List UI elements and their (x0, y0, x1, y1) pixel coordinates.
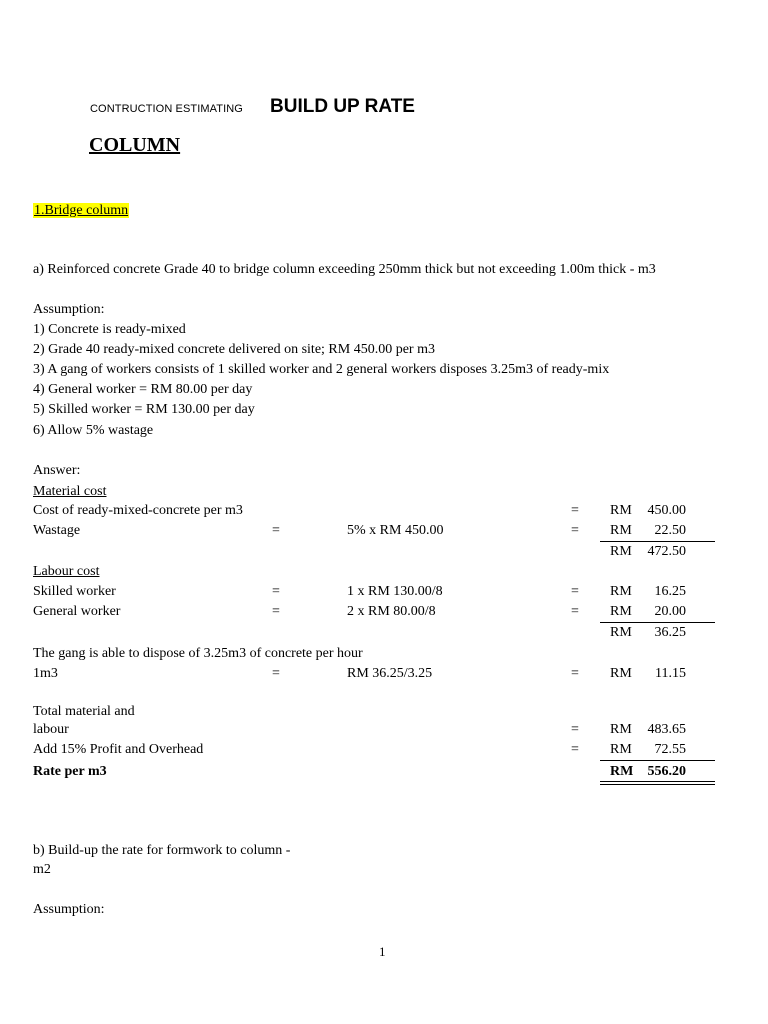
per-m3-calc: RM 36.25/3.25 (347, 666, 433, 681)
currency-label: RM (610, 523, 632, 538)
currency-label: RM (610, 742, 632, 757)
profit-overhead-label: Add 15% Profit and Overhead (33, 742, 204, 757)
currency-label: RM (610, 666, 632, 681)
total-label-line2: labour (33, 722, 69, 737)
document-title: BUILD UP RATE (270, 96, 415, 117)
wastage-amount (610, 521, 686, 541)
part-b-description-line1: b) Build-up the rate for formwork to column - (33, 843, 291, 858)
equals-sign: = (571, 742, 579, 757)
amount-value: 20.00 (654, 604, 686, 619)
currency-label: RM (610, 625, 632, 640)
equals-sign: = (571, 584, 579, 599)
amount-value: 483.65 (647, 722, 686, 737)
currency-label: RM (610, 722, 632, 737)
double-rule-bottom (600, 784, 715, 785)
wastage-label: Wastage (33, 523, 81, 538)
amount-value: 450.00 (647, 503, 686, 518)
amount-value: 556.20 (647, 764, 686, 779)
wastage-calc: 5% x RM 450.00 (347, 523, 444, 538)
labour-total-amount (610, 623, 686, 643)
course-label: CONTRUCTION ESTIMATING (90, 103, 243, 115)
answer-label: Answer: (33, 463, 81, 478)
item-heading (33, 201, 129, 221)
gang-output-note: The gang is able to dispose of 3.25m3 of concrete per hour (33, 646, 363, 661)
amount-value: 36.25 (654, 625, 686, 640)
part-a-description: a) Reinforced concrete Grade 40 to bridge column exceeding 250mm thick but not exceeding 1.00m thick - m3 (33, 262, 656, 277)
total-amount (610, 720, 686, 740)
equals-sign: = (272, 604, 280, 619)
assumption-label: Assumption: (33, 302, 105, 317)
part-b-description-line2: m2 (33, 862, 51, 877)
equals-sign: = (272, 666, 280, 681)
amount-value: 22.50 (654, 523, 686, 538)
currency-label: RM (610, 584, 632, 599)
equals-sign: = (571, 503, 579, 518)
skilled-worker-calc: 1 x RM 130.00/8 (347, 584, 443, 599)
labour-cost-heading: Labour cost (33, 564, 100, 579)
assumption-item: 2) Grade 40 ready-mixed concrete delivered on site; RM 450.00 per m3 (33, 342, 435, 357)
amount-value: 472.50 (647, 544, 686, 559)
equals-sign: = (571, 604, 579, 619)
skilled-worker-amount (610, 582, 686, 602)
equals-sign: = (272, 584, 280, 599)
double-rule-top (600, 781, 715, 782)
assumption-item: 6) Allow 5% wastage (33, 423, 154, 438)
amount-value: 72.55 (654, 742, 686, 757)
total-label-line1: Total material and (33, 704, 135, 719)
material-cost-heading: Material cost (33, 484, 107, 499)
equals-sign: = (272, 523, 280, 538)
currency-label: RM (610, 544, 632, 559)
per-m3-label: 1m3 (33, 666, 58, 681)
profit-overhead-amount (610, 740, 686, 760)
currency-label: RM (610, 503, 632, 518)
assumption-item: 3) A gang of workers consists of 1 skilled worker and 2 general workers disposes 3.25m3 of ready-mix (33, 362, 610, 377)
amount-value: 11.15 (655, 666, 686, 681)
part-b-assumption-label: Assumption: (33, 902, 105, 917)
assumption-item: 5) Skilled worker = RM 130.00 per day (33, 402, 255, 417)
general-worker-amount (610, 602, 686, 622)
currency-label: RM (610, 764, 634, 779)
amount-value: 16.25 (654, 584, 686, 599)
assumption-item: 4) General worker = RM 80.00 per day (33, 382, 253, 397)
per-m3-amount (610, 664, 686, 684)
skilled-worker-label: Skilled worker (33, 584, 116, 599)
equals-sign: = (571, 523, 579, 538)
equals-sign: = (571, 666, 579, 681)
subtotal-rule (600, 760, 715, 761)
general-worker-label: General worker (33, 604, 121, 619)
equals-sign: = (571, 722, 579, 737)
material-total-amount (610, 542, 686, 562)
concrete-cost-label: Cost of ready-mixed-concrete per m3 (33, 503, 243, 518)
section-title: COLUMN (89, 134, 181, 156)
general-worker-calc: 2 x RM 80.00/8 (347, 604, 436, 619)
concrete-cost-amount (610, 501, 686, 521)
item-heading-highlight: 1.Bridge column (34, 203, 129, 218)
page-number: 1 (379, 944, 386, 959)
assumption-item: 1) Concrete is ready-mixed (33, 322, 186, 337)
currency-label: RM (610, 604, 632, 619)
rate-per-m3-label: Rate per m3 (33, 764, 107, 779)
rate-per-m3-amount (610, 762, 686, 782)
